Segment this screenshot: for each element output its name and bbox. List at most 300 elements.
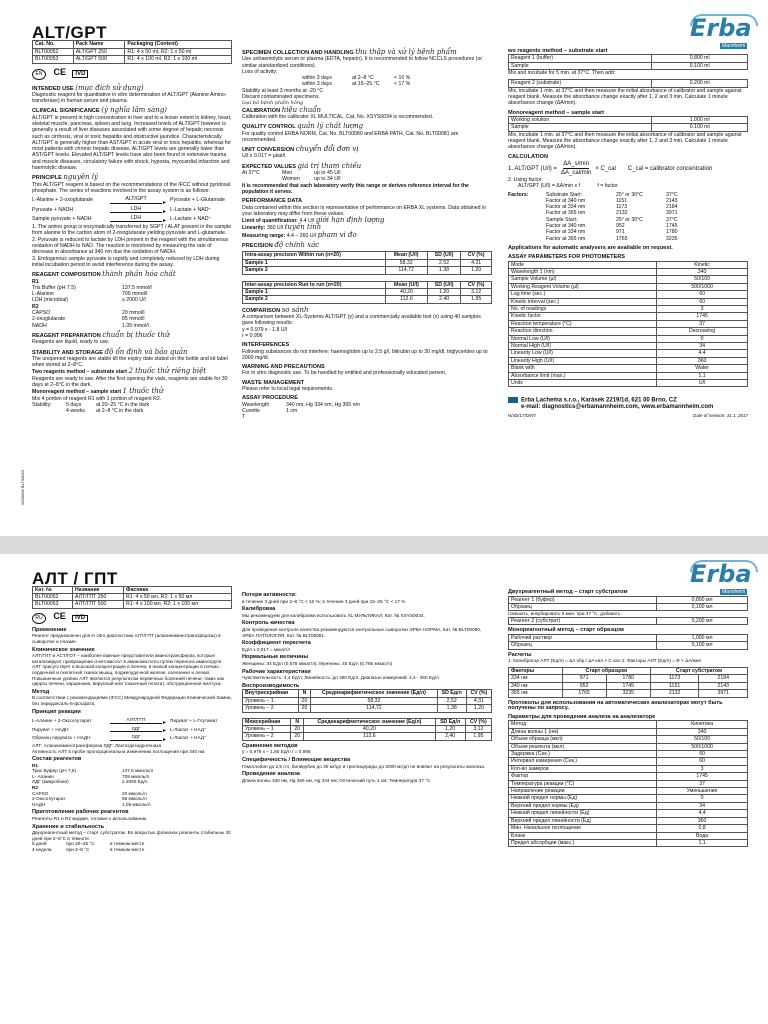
list-cell: within 3 days <box>302 81 332 88</box>
list-row <box>32 802 232 808</box>
reaction-row <box>32 196 232 206</box>
table-header-cell: Mean (U/l) <box>385 281 427 288</box>
ru-two-heading: Двухреагентный метод – старт субстратом <box>508 589 628 595</box>
table-row <box>509 780 748 787</box>
reaction-arrow <box>110 196 166 206</box>
section-heading: Коэффициент пересчета <box>242 640 311 647</box>
table-row <box>509 728 748 735</box>
list-cell: ≥ 2000 Ед/л <box>122 779 148 785</box>
table-row <box>509 283 748 290</box>
ru-intra-table <box>242 689 492 712</box>
table-cell: 1,20 <box>435 725 465 732</box>
list-cell: Loss of activity: <box>242 68 278 75</box>
list-cell: CAPSO <box>32 310 51 317</box>
list-cell: At 37°C <box>242 170 260 177</box>
pack-table <box>32 40 232 63</box>
ru-col2-sections <box>242 593 492 681</box>
ru-params-heading: Параметры для проведения анализа на анализаторе <box>508 713 656 720</box>
list-cell: 1173 <box>616 204 628 211</box>
list-cell: 2184 <box>666 204 678 211</box>
footer-company: Erba Lachema s.r.o., Karásek 2219/1d, 621 00 Brno, CZ <box>508 397 748 404</box>
footer-meta <box>508 413 748 419</box>
calibration-heading: CALIBRATION hiệu chuẩn <box>242 105 322 114</box>
table-header-cell: Старт образцом <box>562 668 650 675</box>
list-cell: within 3 days <box>302 75 332 82</box>
range-row: Measuring range: 4.4 – 360 U/l phạm vi đo <box>242 230 357 239</box>
table-cell: Нижний предел нормы (Ед) <box>509 795 657 802</box>
table-cell: 1,38 <box>437 705 466 712</box>
list-cell: 3235 <box>666 235 678 242</box>
list-cell: 20 mmol/l <box>122 310 145 317</box>
table-cell: Reagent 2 (substrate) <box>509 80 652 87</box>
list-cell <box>286 414 436 420</box>
reaction-right: L-Лактат + НАД⁺ <box>170 735 207 741</box>
apps-note: Applications for automatic analysers are available on request. <box>508 244 673 251</box>
intra-precision-table <box>242 251 492 274</box>
table-cell: 1,000 мл <box>657 635 748 642</box>
table-cell: 2.52 <box>427 259 461 266</box>
list-cell: 37°C <box>666 216 678 223</box>
table-row <box>509 795 748 802</box>
table-header-cell: Inter-assay precision Run to run (n=20) <box>243 281 386 288</box>
reaction-list <box>32 196 232 225</box>
table-cell: BLT00053 <box>33 56 74 63</box>
table-cell: ALT/GPT 250 <box>73 48 125 55</box>
factors-block <box>508 192 748 242</box>
reaction-arrow <box>110 725 166 735</box>
table-cell: 500/1000 <box>657 743 748 750</box>
table-header-row <box>509 668 748 675</box>
ru-inter-table <box>242 718 492 741</box>
principle-step: 1. The amino group is enzymatically transferred by SGPT / ALAT present in the sample from alanine to the carbon atom of 2-oxoglutarate yielding pyruvate and L-glutamate. <box>32 224 232 237</box>
section-heading: Калибровка <box>242 606 276 613</box>
column-2 <box>242 46 492 421</box>
table-row <box>509 276 748 283</box>
table-header-cell: N <box>298 690 311 697</box>
table-cell: 0.800 ml <box>652 55 748 62</box>
r1-list <box>32 285 232 304</box>
reagent-volume-table-1 <box>508 54 748 70</box>
table-cell: 3 <box>657 765 748 772</box>
table-row <box>509 721 748 728</box>
table-row <box>33 56 232 63</box>
list-cell: 1765 <box>616 235 628 242</box>
footer-contact: e-mail: diagnostics@erbamannheim.com, www.erbamannheim.com <box>521 404 714 411</box>
reaction-enzyme: ALT/GPT <box>125 196 147 203</box>
table-cell: 1.000 ml <box>652 117 748 124</box>
ivd-mark-icon: IVD <box>72 615 88 623</box>
reaction-left: L-Alanine + 2-oxoglutarate <box>32 197 93 204</box>
table-cell: Уменьшение <box>657 788 748 795</box>
assay-parameters-table <box>508 261 748 388</box>
list-cell: при 2–8 °С <box>66 847 90 852</box>
table-cell: АЛТ/ГПТ 500 <box>73 601 124 608</box>
reaction-right: L-Lactate + NAD⁺ <box>170 206 212 213</box>
performance-heading: PERFORMANCE DATA <box>242 198 303 205</box>
list-cell: 709 ммоль/л <box>122 773 150 779</box>
table-cell: 2143 <box>699 682 748 689</box>
list-cell: 5 days <box>66 401 82 408</box>
list-cell: CAPSO <box>32 790 49 796</box>
table-cell: 20 <box>298 705 311 712</box>
section-text: В соответствии с рекомендациями (IFCC) Международной Федерации Клинической Химии, без пиридоксаль-5-фосфата. <box>32 695 232 706</box>
section-text: Ед/л x 0,017 = мккат/л <box>242 646 291 652</box>
table-cell: Образец <box>509 604 657 611</box>
list-cell: в темном месте <box>110 841 145 847</box>
table-cell: 37 <box>657 780 748 787</box>
list-cell: up to 45 U/l <box>314 170 341 177</box>
table-row <box>509 751 748 758</box>
list-cell <box>242 176 282 182</box>
list-cell: LDH (microbial) <box>32 297 69 304</box>
table-cell: 1745 <box>657 773 748 780</box>
table-row <box>509 328 748 335</box>
ru-stab-rows <box>32 841 232 852</box>
table-row <box>509 80 748 87</box>
list-cell: at 20–25 °C in the dark <box>96 401 150 408</box>
table-cell: 3235 <box>606 690 650 697</box>
ru-language-badge: RU <box>32 613 46 624</box>
table-cell: 0,200 мл <box>657 618 748 625</box>
arrow-head-icon: ▸ <box>162 218 166 225</box>
table-cell: Реагент 1 (буфер) <box>509 596 657 603</box>
ru-r1-label: R1 <box>32 762 38 768</box>
table-header-cell: Внутрисерийная <box>243 690 299 697</box>
table-cell: Water <box>657 365 748 372</box>
table-cell: 58,32 <box>311 697 437 704</box>
r1-label: R1 <box>32 278 39 285</box>
table-cell: Working Reagent Volume (µl) <box>509 283 657 290</box>
list-cell: Трис Буфер (pH 7,5) <box>32 768 77 774</box>
intended-use-heading: INTENDED USE (mục đích sử dụng) <box>32 83 144 92</box>
table-cell: 34 <box>657 802 748 809</box>
table-row <box>243 296 492 303</box>
ru-repro-heading: Воспроизводимость <box>242 682 300 689</box>
table-row <box>243 725 492 732</box>
principle-heading: PRINCIPLE nguyên lý <box>32 173 98 182</box>
table-cell: 60 <box>657 291 748 298</box>
principle-step: 2. Pyruvate is reduced to lactate by LDH present in the reagent with the simultaneous oxidation of NADH to NAD. The reaction is monitored by measuring the rate of decrease in absorbance at 340 nm due the oxidation of NADH. <box>32 236 229 256</box>
section-heading: Нормальные величины <box>242 654 309 661</box>
comparison-equation: y = 0.979 x - 1.8 U/l <box>242 326 288 333</box>
reaction-right: L-Lactate + NAD⁺ <box>170 215 212 222</box>
table-cell: 952 <box>562 682 606 689</box>
table-cell: 4.31 <box>461 259 492 266</box>
list-cell: 85 ммоль/л <box>122 796 147 802</box>
table-cell: Уровень – 1 <box>243 697 299 704</box>
ru-volume-table-2 <box>508 617 748 625</box>
list-cell: 1,05 ммоль/л <box>122 801 151 807</box>
list-cell: Men <box>282 170 293 177</box>
table-cell: Фактор <box>509 773 657 780</box>
loq-row: Limit of quantification: 4.4 U/l giới hạn định lượng <box>242 216 385 225</box>
ru-prep-text: Реагенты R1 и R2 жидкие, готовые к использованию. <box>32 816 148 822</box>
section-text: Длина волны 340 нм, Hg 365 нм, Hg 334 нм; Оптический путь 1 см; Температура 37 °С <box>242 777 431 783</box>
ru-column-3 <box>508 590 748 847</box>
table-cell: 37 <box>657 320 748 327</box>
list-row <box>32 408 232 414</box>
table-header-cell: CV (%) <box>461 281 492 288</box>
table-cell: Sample Volume (µl) <box>509 276 657 283</box>
list-cell: 971 <box>616 229 625 236</box>
reaction-arrow <box>110 734 166 743</box>
table-cell: 4,31 <box>466 697 491 704</box>
factors-list <box>546 192 748 242</box>
reaction-right: Pyruvate + L-Glutamate <box>170 197 225 204</box>
table-cell: 0.100 ml <box>652 62 748 69</box>
reaction-enzyme: АЛТ/ГПТ <box>126 717 146 723</box>
table-header-cell: N <box>291 718 304 725</box>
table-cell: Lag time (sec.) <box>509 291 657 298</box>
table-cell: Вода <box>657 832 748 839</box>
list-cell: 2143 <box>666 197 678 204</box>
waste-heading: WASTE MANAGEMENT <box>242 379 305 386</box>
table-row <box>509 380 748 387</box>
procedure-heading: ASSAY PROCEDURE <box>242 395 298 402</box>
table-row <box>243 288 492 295</box>
ru-page-title: АЛТ / ГПТ <box>32 569 118 588</box>
table-cell: R1: 4 x 100 ml, R2: 1 x 100 ml <box>125 56 232 63</box>
table-cell: 0 <box>657 335 748 342</box>
list-row <box>32 297 232 303</box>
precision-heading: PRECISION độ chính xác <box>242 241 320 250</box>
table-row <box>509 291 748 298</box>
table-row <box>33 48 232 55</box>
table-cell: 971 <box>562 675 606 682</box>
list-cell: up to 34 U/l <box>314 176 341 183</box>
table-cell: Уровень – 1 <box>243 725 291 732</box>
table-cell: 60 <box>657 298 748 305</box>
table-row <box>509 839 748 846</box>
section-heading: Контроль качества <box>242 620 295 627</box>
table-row <box>509 62 748 69</box>
list-cell: at 2–8 °C <box>352 75 374 82</box>
table-cell: 50/100 <box>657 276 748 283</box>
list-cell: Substrate Start: <box>546 191 583 198</box>
table-row <box>509 743 748 750</box>
table-cell: Рабочий раствор <box>509 635 657 642</box>
table-cell: 1,1 <box>657 839 748 846</box>
table-row <box>243 267 492 274</box>
reaction-enzyme: ЛДГ <box>131 725 141 731</box>
t2-note: Mix, incubate 1 min. at 37°C and then measure the initial absorbance of calibrator and sample against reagent blank. Measure the absorbance change exactly after 1, 2 and 3 min. Calculate 1 minute absorbance change (ΔA/min). <box>508 87 742 107</box>
ru-col1-sections <box>32 628 232 715</box>
mannheim-label: Mannheim <box>722 589 746 595</box>
table-cell: Нижний предел линейности (Ед) <box>509 810 657 817</box>
list-cell: Women <box>282 176 300 183</box>
table-cell: 3,12 <box>465 725 491 732</box>
reagent-volume-table-2 <box>508 79 748 87</box>
ru-mono-heading: Монореагентный метод – старт образцом <box>508 627 624 634</box>
table-row <box>509 832 748 839</box>
ru-r1-list <box>32 768 232 785</box>
ru-params-table <box>508 720 748 847</box>
table-cell: 340 нм <box>509 682 563 689</box>
reaction-left: L-Аланин + 2-Оксоглутарат <box>32 718 92 724</box>
table-row <box>509 675 748 682</box>
table-row <box>509 810 748 817</box>
mono-reagent-text: Mix 4 portion of reagent R1 with 1 portion of reagent R2. <box>32 395 162 402</box>
table-row <box>509 343 748 350</box>
list-row <box>32 779 232 785</box>
reaction-right: Пируват + L-Глутамат <box>170 718 218 724</box>
table-cell: Sample 1 <box>243 259 386 266</box>
reaction-left: Пируват + НАДН <box>32 726 69 732</box>
table-cell: 40,20 <box>304 725 435 732</box>
specimen-discard: Discard contaminated specimens. <box>242 94 320 101</box>
table-cell: 2,40 <box>435 733 465 740</box>
table-row <box>509 313 748 320</box>
table-cell: BLT00052 <box>33 48 74 55</box>
section-text: Чувствительность: 4,4 Ед/л; Линейность: до 360 Ед/л; Диапазон измерений: 4,4 - 360 Ед/л <box>242 675 439 681</box>
list-cell: 137.5 mmol/l <box>122 284 152 291</box>
list-cell: at 2–8 °C in the dark <box>96 408 144 415</box>
section-heading: Клиническое значение <box>32 646 95 653</box>
params-heading: ASSAY PARAMETERS FOR PHOTOMETERS <box>508 254 625 261</box>
table-header-cell: CV (%) <box>461 252 492 259</box>
table-cell: 0.100 ml <box>652 124 748 131</box>
list-cell: Factor at 334 nm <box>546 204 586 211</box>
mono-reagent-heading: Monoreagent method – sample start 1 thuốc thử <box>32 387 164 396</box>
reaction-row <box>32 734 232 741</box>
table-cell: Reaction temperature (°C) <box>509 320 657 327</box>
table-cell: 0,8 <box>657 825 748 832</box>
reaction-arrow <box>110 214 166 225</box>
list-cell: 1 cm <box>286 407 298 414</box>
reaction-arrow <box>110 205 166 216</box>
table-cell: ALT/GPT 500 <box>73 56 125 63</box>
table-cell: 34 <box>657 343 748 350</box>
table-row <box>33 601 232 608</box>
table-header-cell: Фасовка <box>124 586 232 593</box>
list-cell: 25° or 30°C <box>616 191 643 198</box>
table-row <box>509 261 748 268</box>
list-cell: T <box>242 414 246 421</box>
reaction-right: L-Лактат + НАД⁺ <box>170 726 207 732</box>
table-cell: 3.12 <box>461 288 492 295</box>
table-cell: 340 <box>657 728 748 735</box>
unit-heading: UNIT CONVERSION chuyển đổi đơn vị <box>242 145 359 154</box>
table-row <box>243 259 492 266</box>
table-header-cell: CV (%) <box>465 718 491 725</box>
table-row <box>509 618 748 625</box>
table-cell: Normal Low (U/l) <box>509 335 657 342</box>
t1-note: Mix and incubate for 5 min. at 37°C. Then add: <box>508 70 616 77</box>
table-cell: Уровень – 2 <box>243 733 291 740</box>
table-header-cell: SD (U/l) <box>427 252 461 259</box>
table-row <box>509 596 748 603</box>
ru-col1b: Активность АЛТ в пробе пропорциональна изменению поглощения при 340 нм. <box>32 748 206 754</box>
table-row <box>509 350 748 357</box>
comparison-r: r = 0.996 <box>242 332 263 339</box>
list-row <box>32 323 232 329</box>
reaction-left: Pyruvate + NADH <box>32 206 74 213</box>
table-header-cell: Packaging (Content) <box>125 41 232 48</box>
list-cell: НАДН <box>32 801 46 807</box>
ru-stab-heading: Хранение и стабильность <box>32 823 105 830</box>
section-text: y = 0,979 x – 1,80 Ед/л r = 0,996 <box>242 749 311 755</box>
table-row <box>509 802 748 809</box>
list-cell: 37°C <box>666 191 678 198</box>
page-title: ALT/GPT <box>32 23 107 42</box>
table-cell: No. of readings <box>509 306 657 313</box>
table-row <box>509 758 748 765</box>
list-cell: 2132 <box>616 210 628 217</box>
list-cell: 1745 <box>666 223 678 230</box>
list-cell: Factor at 340 nm <box>546 197 586 204</box>
table-header-cell: SD (U/l) <box>427 281 460 288</box>
table-header-cell: Межсерийная <box>243 718 291 725</box>
table-cell: 340 <box>657 268 748 275</box>
table-cell: 0,100 мл <box>657 642 748 649</box>
ru-comp-heading: Состав реагентов <box>32 756 82 763</box>
unit-text: U/l x 0.017 = µkat/l <box>242 153 286 160</box>
table-cell: 4.4 <box>657 350 748 357</box>
table-cell: Kinetic factor <box>509 313 657 320</box>
table-cell: Sample 1 <box>243 288 386 295</box>
table-cell: 1780 <box>606 675 650 682</box>
ru-apps: Протоколы для использования на автоматических анализаторах могут быть получены по запросу. <box>508 699 723 712</box>
section-heading: Сравнение методов <box>242 742 298 749</box>
reaction-row <box>32 205 232 216</box>
list-cell: 1151 <box>616 197 628 204</box>
table-cell: 1.20 <box>461 267 492 274</box>
erba-logo: Erba <box>690 560 752 588</box>
expected-text: It is recommended that each laboratory verify this range or derives reference interval for the population it serves. <box>242 182 469 195</box>
table-row <box>509 773 748 780</box>
table-row <box>509 788 748 795</box>
table-cell: R1: 4 x 50 ml, R2: 1 x 50 ml <box>125 48 232 55</box>
table-row <box>509 365 748 372</box>
mono-method-heading: Monoreagent method – sample start <box>508 109 605 116</box>
table-cell: Кол-во замеров <box>509 765 657 772</box>
table-cell: Sample <box>509 62 652 69</box>
table-row <box>509 736 748 743</box>
calc-formula-1: 1. ALT/GPT (U/l) = ΔA_s/min ΔA_cal/min × C_cal C_cal = calibrator concentration <box>508 161 713 176</box>
list-cell: Sample Start: <box>546 216 578 223</box>
ce-mark-icon: CE <box>53 66 66 77</box>
ce-mark-icon: CE <box>53 610 66 621</box>
t3-note: Mix, incubate 1 min. at 37°C and then measure the initial absorbance of calibrator and sample against reagent blank. Measure the absorbance change exactly after 1, 2 and 3 min. Calculate 1 minute absorbance change (ΔA/min). <box>508 131 742 151</box>
table-header-cell: Cat. No. <box>33 41 74 48</box>
table-cell: Absorbance limit (max.) <box>509 372 657 379</box>
table-cell: 360 <box>657 817 748 824</box>
ru-calc-heading: Расчеты <box>508 651 532 658</box>
column-3 <box>508 48 748 419</box>
table-row <box>509 335 748 342</box>
specimen-heading: SPECIMEN COLLECTION AND HANDLING thu thập và xử lý bệnh phẩm <box>242 48 457 56</box>
section-text: Для проведения контроля качества рекомендуются контрольные сыворотки ЭРБА НОРМА, Кат. № BLT00080, ЭРБА ПАТОЛОГИЯ, Кат. № BLT00081. <box>242 626 482 638</box>
table-cell: Объем образца (мкл) <box>509 736 657 743</box>
reaction-arrow <box>110 717 166 726</box>
principle-steps <box>32 224 232 268</box>
table-cell: 2184 <box>699 675 748 682</box>
ru-abbr: АЛТ: Аланинаминотрансфераза ЛДГ: Лактатдегидрогеназа <box>32 742 162 748</box>
table-cell: АЛТ/ГПТ 250 <box>73 594 124 601</box>
section-text: АЛТ/ГПТ и АСТ/ГОТ – наиболее важные представители аминотрансфераз, которые катализируют превращение α-кетокислот в аминокислоты путем переноса аминогрупп. АЛТ присутствует в высокой концентрации в печени, в низкой концентрации в почках, сердечной и скелетной тканях мышц, поджелудочной железе, селезенке и легких. Повышенные уровни АЛТ являются результатом первичных болезней печени, таких как цирроз печени, карцинома, вирусный или токсичный гепатит, обструкционная желтуха. <box>32 653 224 687</box>
language-badge: EN <box>32 69 46 80</box>
table-cell: 2132 <box>650 690 699 697</box>
list-cell: 1.05 mmol/l <box>122 322 149 329</box>
table-header-row <box>243 690 492 697</box>
list-cell: ≥ 2000 U/l <box>122 297 146 304</box>
table-cell: Kinetic interval (sec.) <box>509 298 657 305</box>
factors-label: Factors: <box>508 191 529 198</box>
reaction-left: Образец пирувата + НАДН <box>32 735 91 741</box>
table-cell: Mode <box>509 261 657 268</box>
table-cell: Кинетика <box>657 721 748 728</box>
table-cell: 20 <box>291 725 304 732</box>
